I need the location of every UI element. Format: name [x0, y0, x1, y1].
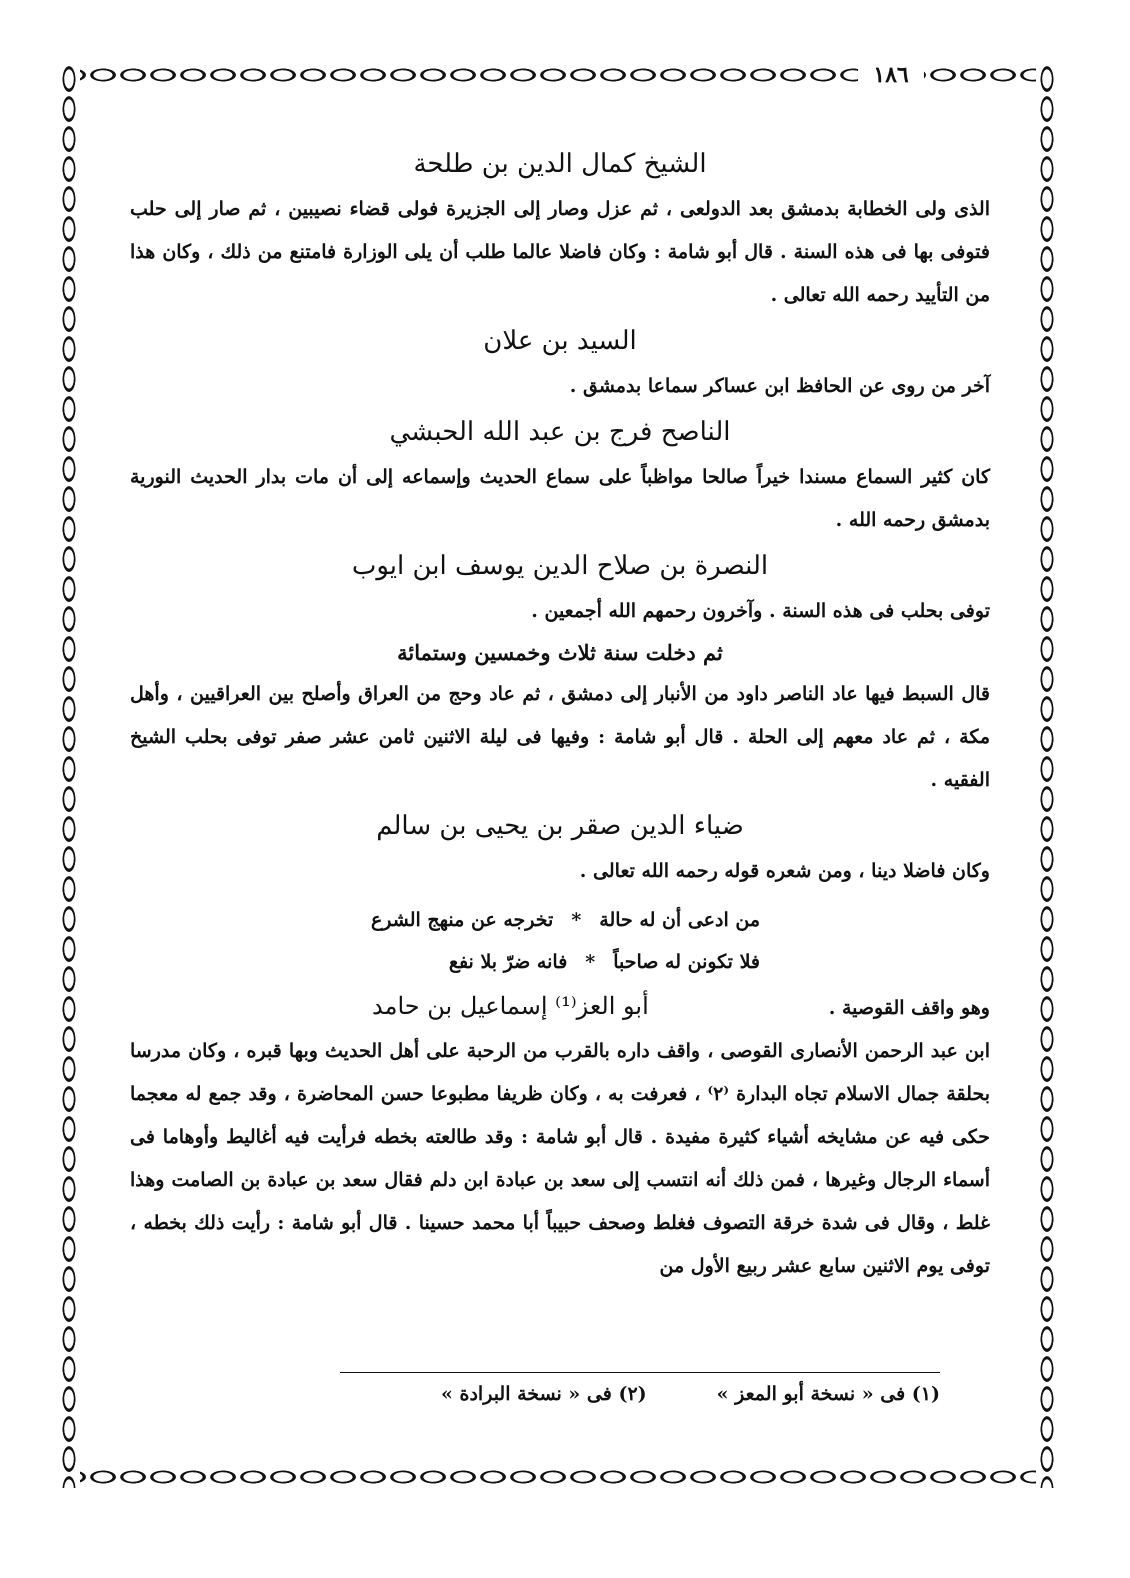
verse-second-hemistich: فانه ضرّ بلا نفع — [448, 951, 568, 973]
verse-separator: * — [571, 909, 582, 931]
section-paragraph: كان كثير السماع مسندا خيراً صالحا مواظباً على سماع الحديث وإسماعه إلى أن مات بدار الحديث النورية بدمشق رحمه الله . — [130, 466, 990, 531]
verse-first-hemistich: من ادعى أن له حالة — [599, 909, 760, 931]
section-paragraph: توفى بحلب فى هذه السنة . وآخرون رحمهم الله أجمعين . — [531, 600, 990, 622]
section-paragraph: قال السبط فيها عاد الناصر داود من الأنبار إلى دمشق ، ثم عاد وحج من العراق وأصلح بين العراقيين ، وأهل مكة ، ثم عاد معهم إلى الحلة . قال أبو شامة : وفيها فى ليلة الاثنين ثامن عشر صفر توفى بحلب الشيخ الفقيه . — [130, 683, 990, 791]
page-number: ١٨٦ — [858, 60, 924, 90]
poem-verse — [130, 941, 760, 983]
poem — [130, 899, 990, 983]
section-paragraph: الذى ولى الخطابة بدمشق بعد الدولعى ، ثم عزل وصار إلى الجزيرة فولى قضاء نصيبين ، ثم صار إلى حلب فتوفى بها فى هذه السنة . قال أبو شامة : وكان فاضلا عالما طلب أن يلى الوزارة فامتنع من ذلك ، وكان هذا من التأييد رحمه الله تعالى . — [130, 198, 990, 306]
section-paragraph: ابن عبد الرحمن الأنصارى القوصى ، واقف داره بالقرب من الرحبة على أهل الحديث وبها قبره ، وكان مدرسا بحلقة جمال الاسلام تجاه البدارة ⁽٢⁾ ، فعرفت به ، وكان ظريفا مطبوعا حسن المحاضرة ، وقد جمع له معجما حكى فيه عن مشايخه أشياء كثيرة مفيدة . قال أبو شامة : وقد طالعته بخطه فرأيت فيه أغاليط وأوهاما فى أسماء الرجال وغيرها ، فمن ذلك أنه انتسب إلى سعد بن عبادة ابن دلم فقال سعد بن عبادة بن الصامت وهذا غلط ، وقال فى شدة خرقة التصوف فغلط وصحف حبيباً أبا محمد حسينا . قال أبو شامة : رأيت ذلك بخطه ، توفى يوم الاثنين سابع عشر ربيع الأول من — [130, 1040, 990, 1277]
footnotes — [340, 1372, 940, 1405]
year-heading: ثم دخلت سنة ثلاث وخمسين وستمائة — [397, 640, 723, 665]
inline-heading-row — [130, 983, 990, 1030]
section-heading: السيد بن علان — [483, 326, 637, 356]
section-heading: الشيخ كمال الدين بن طلحة — [413, 149, 707, 179]
decorative-border-left — [58, 64, 80, 1488]
section-heading: ضياء الدين صقر بن يحيى بن سالم — [376, 811, 744, 841]
section-paragraph: آخر من روى عن الحافظ ابن عساكر سماعا بدمشق . — [569, 375, 990, 397]
section-heading: النصرة بن صلاح الدين يوسف ابن ايوب — [351, 551, 769, 581]
inline-tail-text: وهو واقف القوصية . — [828, 997, 990, 1019]
verse-second-hemistich: تخرجه عن منهج الشرع — [370, 909, 554, 931]
decorative-border-bottom — [58, 1466, 1058, 1488]
footnote: (٢) فى « نسخة البرادة » — [441, 1383, 647, 1405]
section-heading: أبو العز⁽¹⁾ إسماعيل بن حامد — [372, 992, 649, 1020]
poem-verse — [130, 899, 760, 941]
section-heading: الناصح فرج بن عبد الله الحبشي — [389, 417, 731, 447]
decorative-border-right — [1036, 64, 1058, 1488]
footnote: (١) فى « نسخة أبو المعز » — [716, 1383, 940, 1405]
verse-first-hemistich: فلا تكونن له صاحباً — [613, 951, 760, 973]
page-body — [130, 140, 990, 1288]
verse-separator: * — [585, 951, 596, 973]
section-paragraph: وكان فاضلا دينا ، ومن شعره قوله رحمه الله تعالى . — [579, 860, 990, 882]
